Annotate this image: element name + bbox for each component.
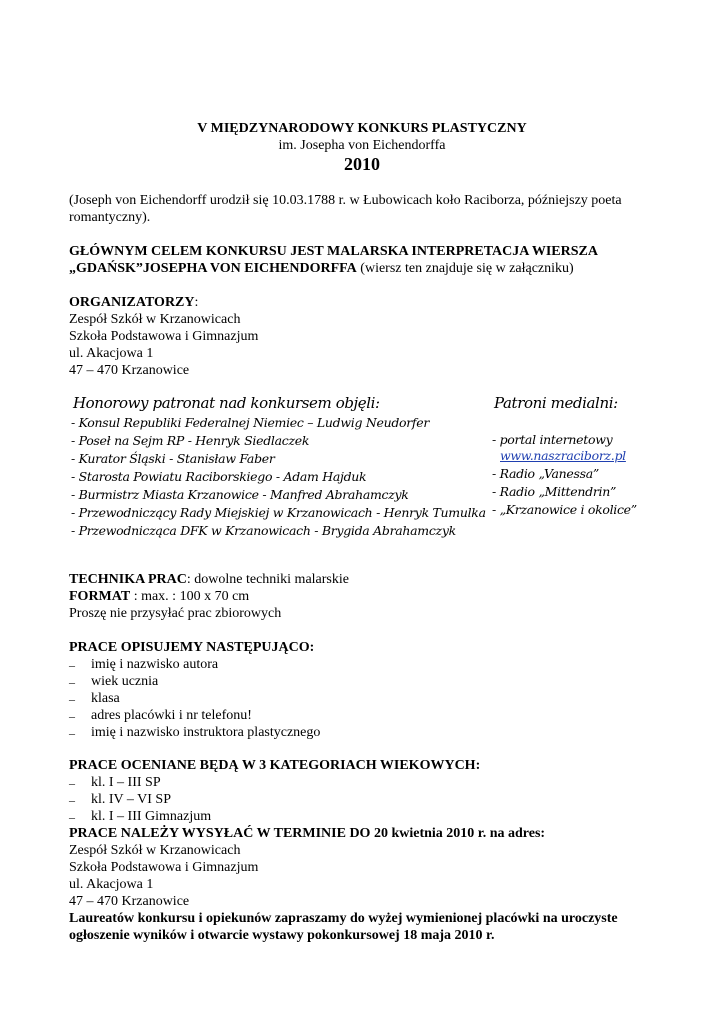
format-line [69,588,249,605]
intro-line-2: romantyczny). [69,210,151,225]
category-item: kl. IV – VI SP [91,792,172,807]
list-dash: – [69,793,75,807]
goal-line-1: GŁÓWNYM CELEM KONKURSU JEST MALARSKA INTERPRETACJA WIERSZA [69,244,598,259]
document-year: 2010 [344,154,380,174]
media-portal: - portal internetowy [492,432,613,447]
describe-item: wiek ucznia [91,674,159,689]
document-title: V MIĘDZYNARODOWY KONKURS PLASTYCZNY [197,121,527,136]
address-line: Szkoła Podstawowa i Gimnazjum [69,860,259,875]
list-dash: – [69,810,75,824]
goal-poem-title: „GDAŃSK”JOSEPHA VON EICHENDORFFA [69,261,357,276]
describe-item: klasa [91,691,120,706]
patron-item: - Kurator Śląski - Stanisław Faber [71,451,275,466]
list-dash: – [69,709,75,723]
patron-item: - Przewodniczący Rady Miejskiej w Krzanowicach - Henryk Tumulka [71,505,486,520]
media-item: - Radio „Vanessa” [492,466,599,481]
format-label: FORMAT [69,589,131,604]
deadline-heading: PRACE NALEŻY WYSYŁAĆ W TERMINIE DO 20 kwietnia 2010 r. na adres: [69,826,546,841]
goal-note: (wiersz ten znajduje się w załączniku) [356,261,574,276]
categories-heading: PRACE OCENIANE BĘDĄ W 3 KATEGORIACH WIEKOWYCH: [69,758,481,773]
media-item: - Radio „Mittendrin” [492,484,617,499]
describe-item: adres placówki i nr telefonu! [91,708,252,723]
patron-item: - Starosta Powiatu Raciborskiego - Adam Hajduk [71,469,367,484]
address-line: ul. Akacjowa 1 [69,877,154,892]
describe-item: imię i nazwisko autora [91,657,219,672]
technique-value: : dowolne techniki malarskie [186,572,349,587]
media-item: - „Krzanowice i okolice” [492,502,637,517]
patron-item: - Burmistrz Miasta Krzanowice - Manfred Abrahamczyk [71,487,409,502]
list-dash: – [69,658,75,672]
technique-line [69,571,349,588]
media-portal-link[interactable]: www.naszraciborz.pl [500,448,626,463]
address-line: Zespół Szkół w Krzanowicach [69,843,241,858]
organizer-line: 47 – 470 Krzanowice [69,363,190,378]
patron-item: - Przewodnicząca DFK w Krzanowicach - Brygida Abrahamczyk [71,523,456,538]
category-item: kl. I – III SP [91,775,161,790]
list-dash: – [69,776,75,790]
organizer-line: Szkoła Podstawowa i Gimnazjum [69,329,259,344]
organizer-line: Zespół Szkół w Krzanowicach [69,312,241,327]
patronage-heading: Honorowy patronat nad konkursem objęli: [73,394,380,412]
describe-item: imię i nazwisko instruktora plastycznego [91,725,321,740]
organizer-line: ul. Akacjowa 1 [69,346,154,361]
closing-line-1: Laureatów konkursu i opiekunów zapraszamy do wyżej wymienionej placówki na uroczyste [69,911,618,926]
list-dash: – [69,675,75,689]
closing-line-2: ogłoszenie wyników i otwarcie wystawy pokonkursowej 18 maja 2010 r. [69,928,495,943]
organizers-heading [69,294,198,311]
list-dash: – [69,692,75,706]
document-subtitle: im. Josepha von Eichendorffa [278,138,446,153]
technique-label: TECHNIKA PRAC [69,572,187,587]
intro-line-1: (Joseph von Eichendorff urodził się 10.03.1788 r. w Łubowicach koło Raciborza, późniejszy poeta [69,193,622,208]
format-value: : max. : 100 x 70 cm [130,589,250,604]
goal-line-2 [69,260,574,277]
patron-item: - Konsul Republiki Federalnej Niemiec – Ludwig Neudorfer [71,415,430,430]
address-line: 47 – 470 Krzanowice [69,894,190,909]
category-item: kl. I – III Gimnazjum [91,809,212,824]
media-heading: Patroni medialni: [494,394,618,412]
organizers-heading-colon: : [194,295,199,310]
collective-work-note: Proszę nie przysyłać prac zbiorowych [69,606,282,621]
describe-heading: PRACE OPISUJEMY NASTĘPUJĄCO: [69,640,315,655]
patron-item: - Poseł na Sejm RP - Henryk Siedlaczek [71,433,310,448]
organizers-heading-label: ORGANIZATORZY [69,295,195,310]
list-dash: – [69,726,75,740]
